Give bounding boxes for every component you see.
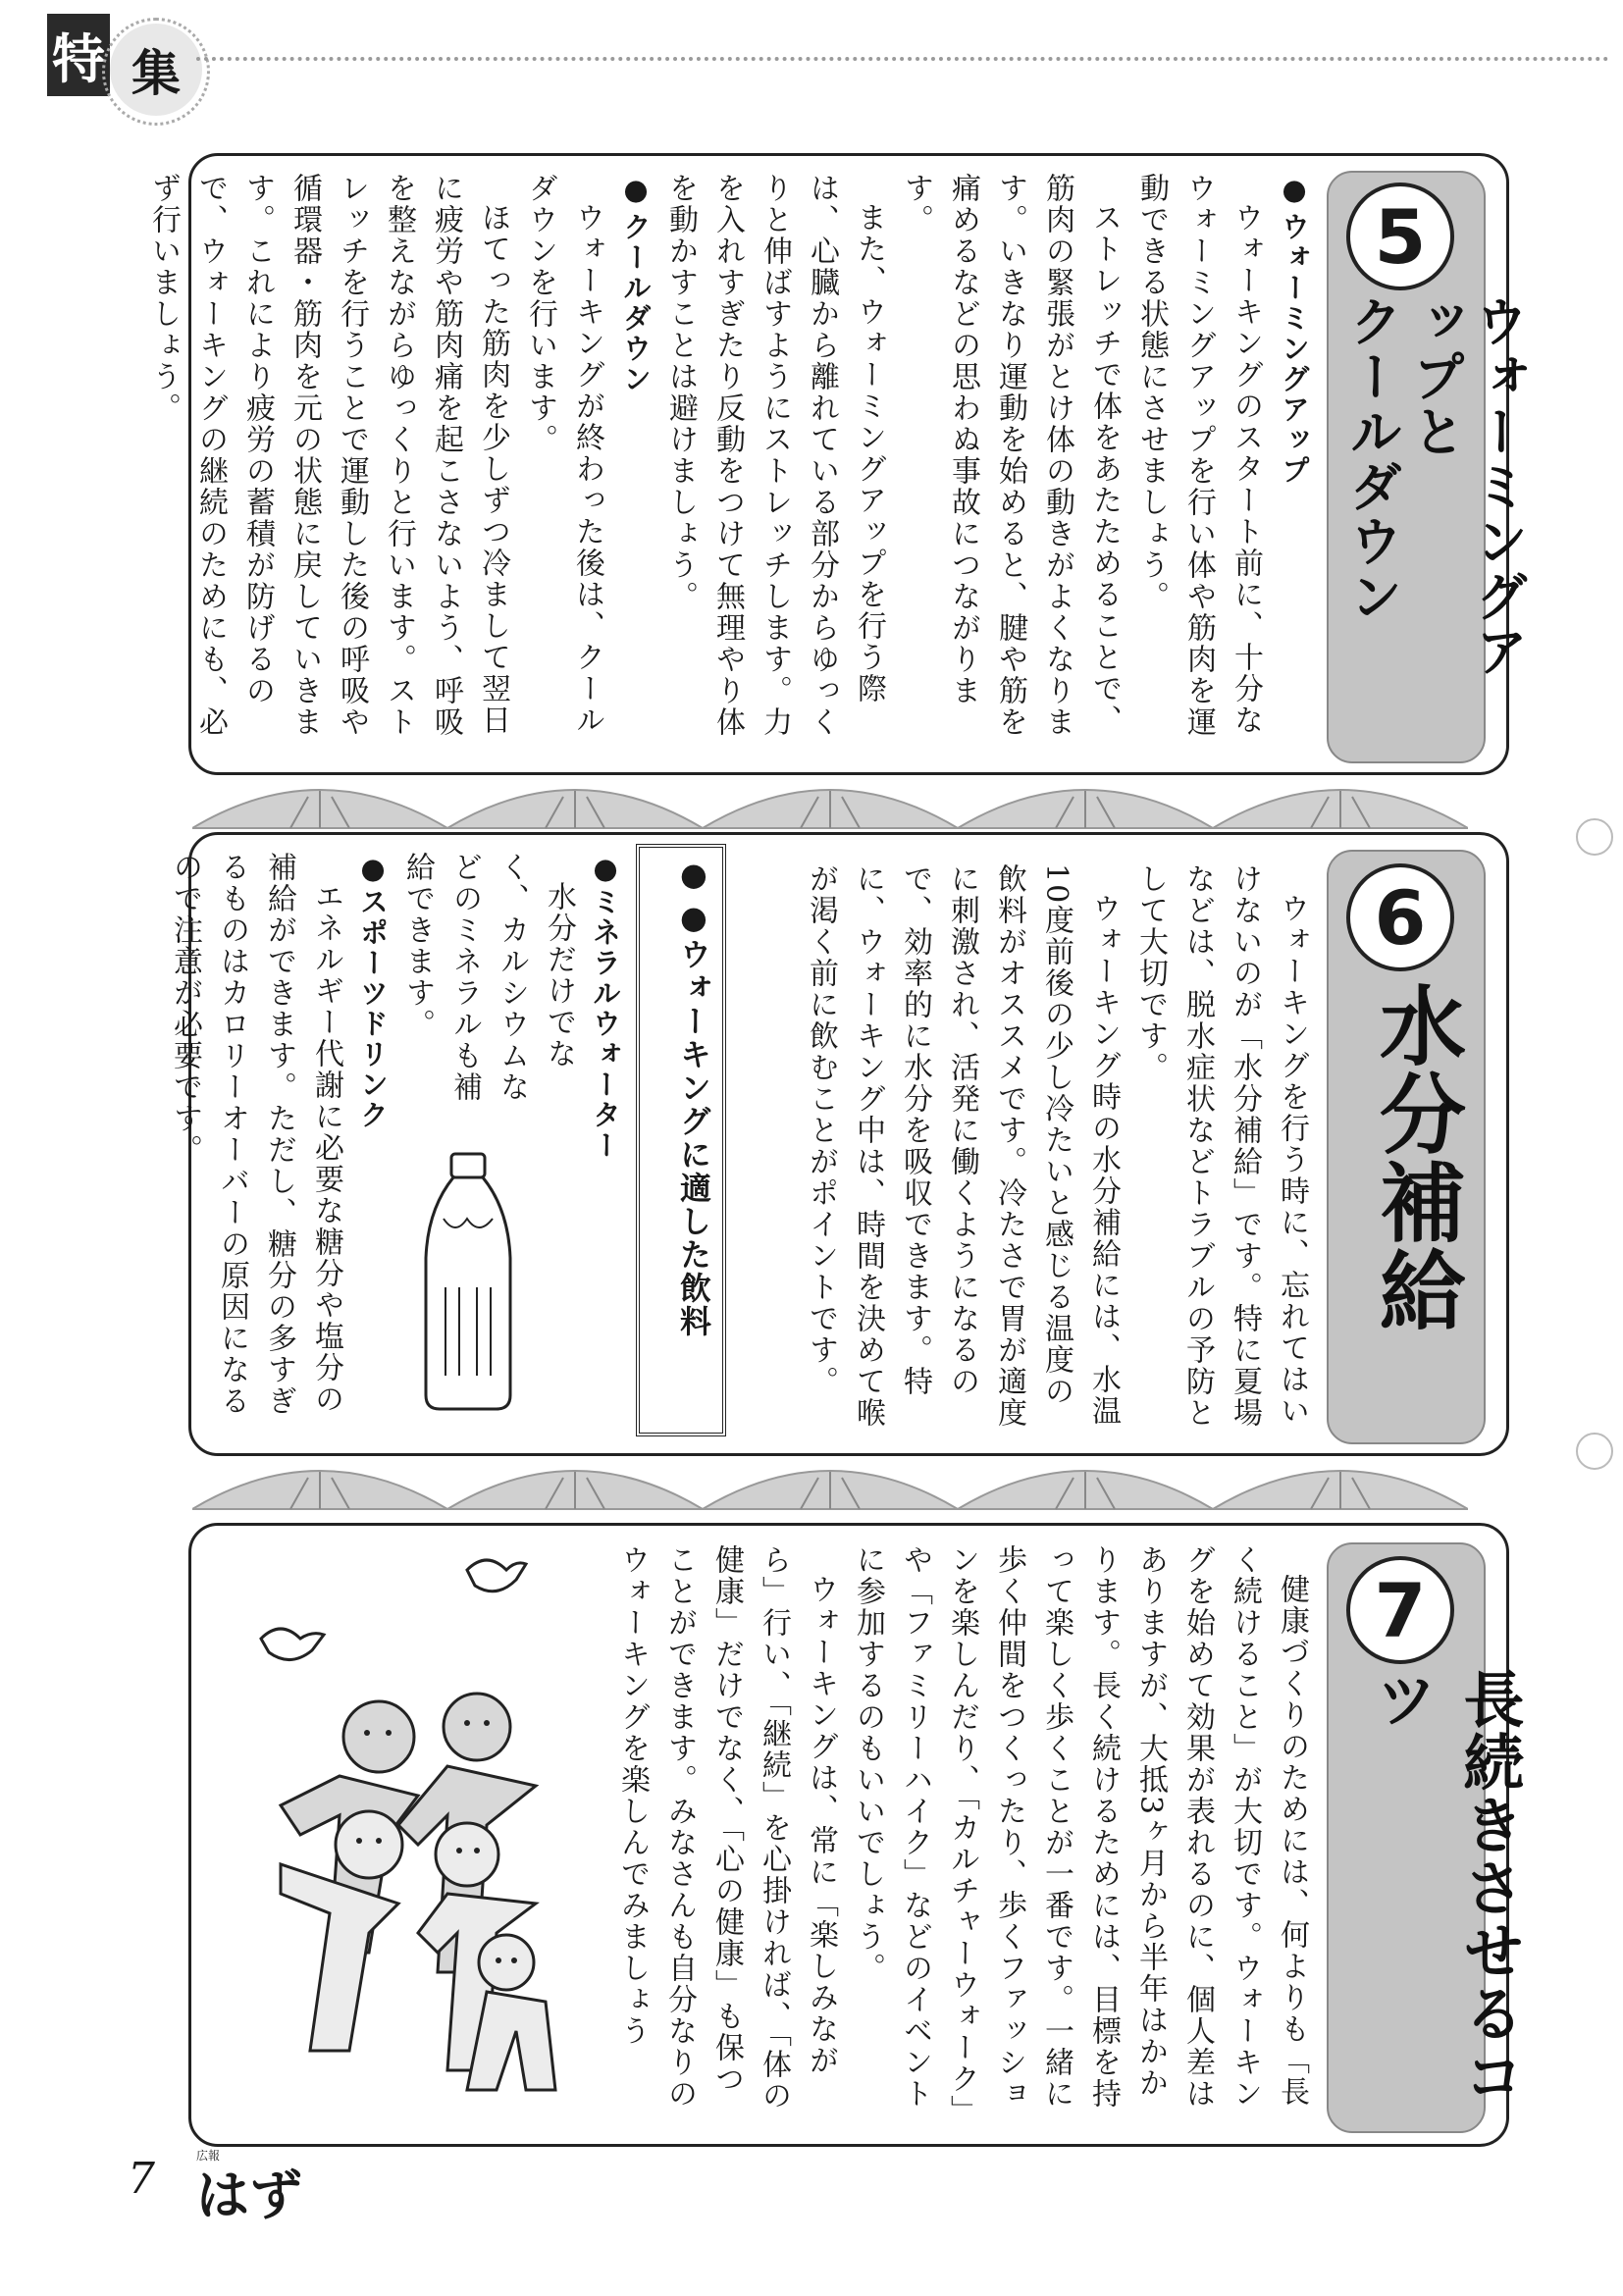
section-5-paragraph: また、ウォーミングアップを行う際は、心臓から離れている部分からゆっくりと伸ばすようにストレッチします。力を入れすぎたり反動をつけて無理やり体を動かすことは避けましょう。 <box>663 173 886 738</box>
drinks-box <box>636 844 726 1436</box>
section-7-number: 7 <box>1346 1556 1454 1664</box>
drink-paragraph: 水分だけでなく、カルシウムなどのミネラルも補給できます。 <box>400 852 576 1103</box>
section-6-body <box>756 863 1315 1433</box>
bottle-icon <box>416 1150 520 1415</box>
section-5-paragraph: ほてった筋肉を少しずつ冷まして翌日に疲労や筋肉痛を起こさないよう、呼吸を整えながらゆっくりと行います。ストレッチを行うことで運動した後の呼吸や循環器・筋肉を元の状態に戻していきます。これにより疲労の蓄積が防げるので、ウォーキングの継続のためにも、必ず行いましょう。 <box>146 173 510 738</box>
drink-paragraph: エネルギー代謝に必要な糖分や塩分の補給ができます。ただし、糖分の多すぎるものはカロリーオーバーの原因になるので注意が必要です。 <box>168 852 343 1417</box>
flower-divider <box>192 1452 1468 1511</box>
tokushu-badge: 特 <box>47 14 110 96</box>
section-7-paragraph: 健康づくりのためには、何よりも「長く続けること」が大切です。ウォーキングを始めて効果が表れるのに、個人差はありますが、大抵3ヶ月から半年はかかります。長く続けるためには、目標を持って楽しく歩くことが一番です。一緒に歩く仲間をつくったり、歩くファッションを楽しんだり、「カルチャーウォーク」や「ファミリーハイク」などのイベントに参加するのもいいでしょう。 <box>851 1544 1309 2112</box>
section-5-title <box>1340 294 1529 726</box>
publication-logo: はず <box>196 2165 302 2226</box>
page-number: 7 <box>128 2154 155 2204</box>
drink-sub-mineral: ●ミネラルウォーター <box>589 852 622 1161</box>
drink-sub-sports: ●スポーツドリンク <box>356 852 390 1130</box>
section-7-paragraph: ウォーキングは、常に「楽しみながら」行い、「継続」を心掛ければ、「体の健康」だけでなく、「心の健康」も保つことができます。みなさんも自分なりのウォーキングを楽しんでみましょう <box>615 1544 838 2112</box>
header-dotted-rule <box>196 57 1609 61</box>
section-5-paragraph: ストレッチで体をあたためることで、筋肉の緊張がとけ体の動きがよくなります。いきなり運動を始めると、腱や筋を痛めるなどの思わぬ事故につながります。 <box>899 173 1122 738</box>
section-7-body <box>615 1544 1315 2123</box>
drinks-box-title: ● ●ウォーキングに適した飲料 <box>671 856 716 1425</box>
section-5-paragraph: ウォーキングのスタート前に、十分なウォーミングアップを行い体や筋肉を運動できる状態にさせましょう。 <box>1134 173 1263 738</box>
drink-sub-sports-text: スポーツドリンク <box>356 887 390 1130</box>
punch-hole <box>1576 1433 1613 1470</box>
section-6-title: 水分補給 <box>1366 981 1467 1334</box>
section-5-sub-cooldown: ● クールダウン <box>616 173 656 752</box>
section-5-paragraph: ウォーキングが終わった後は、クールダウンを行います。 <box>523 173 604 736</box>
bird-icon <box>261 1629 324 1660</box>
drink-sub-mineral-text: ミネラルウォーター <box>589 887 622 1161</box>
punch-hole <box>1576 818 1613 856</box>
section-5-number: 5 <box>1346 183 1454 290</box>
section-6-paragraph: ウォーキングを行う時に、忘れてはいけないのが「水分補給」です。特に夏場などは、脱水症状などトラブルの予防として大切です。 <box>1133 863 1309 1429</box>
logo-small-label: 広報 <box>196 2149 221 2163</box>
section-7-title: 長続きさせるコツ <box>1366 1668 1525 2108</box>
section-5-body <box>146 173 1315 752</box>
shu-character: 集 <box>110 24 202 116</box>
bird-icon <box>467 1560 526 1592</box>
section-6-number: 6 <box>1346 863 1454 971</box>
section-5-title-line2: クールダウン <box>1341 294 1403 624</box>
section-5-title-line1: ウォーミングアップと <box>1404 294 1529 679</box>
stretching-people-illustration <box>222 1540 634 2129</box>
section-6-paragraph: ウォーキング時の水分補給には、水温10度前後の少し冷たいと感じる温度の飲料がオススメです。冷たさで胃が適度に刺激され、活発に働くようになるので、効率的に水分を吸収できます。特に、ウォーキング中は、時間を決めて喉が渇く前に飲むことがポイントです。 <box>804 863 1121 1429</box>
flower-divider <box>192 771 1468 830</box>
section-5-sub-warmup: ● ウォーミングアップ <box>1275 173 1315 752</box>
